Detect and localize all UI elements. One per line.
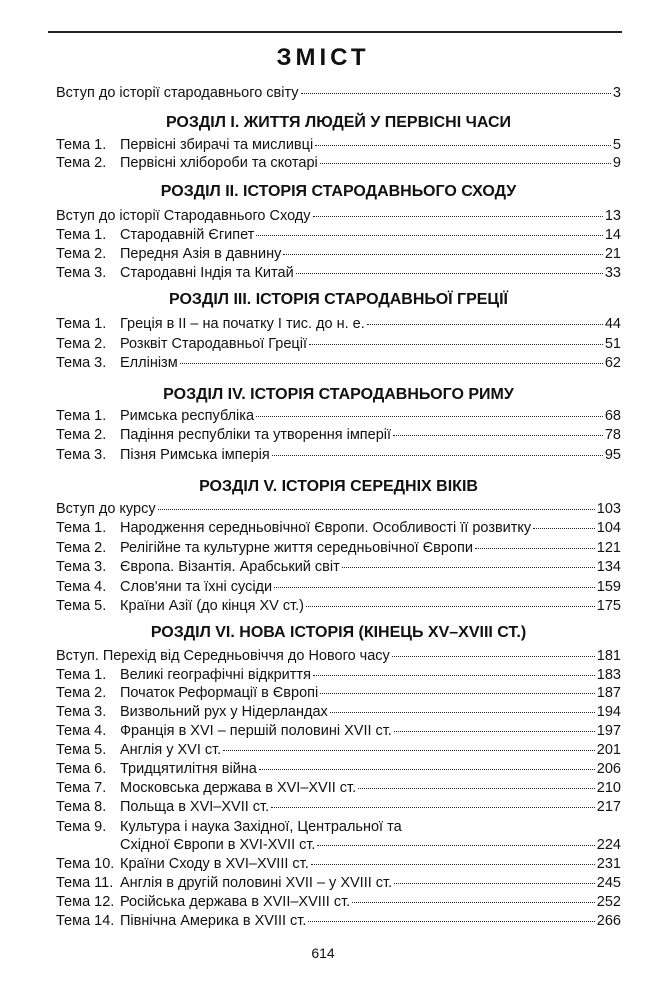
- toc-entry-text: Країни Сходу в XVI–XVIII ст.: [120, 856, 309, 872]
- toc-entry-title: [56, 407, 254, 425]
- toc-entry-number: Тема 4.: [56, 723, 107, 739]
- leader-dots: [394, 731, 595, 732]
- toc-entry-title: [56, 666, 311, 684]
- section-heading: РОЗДІЛ IV. ІСТОРІЯ СТАРОДАВНЬОГО РИМУ: [163, 386, 514, 403]
- toc-entry-number: Тема 6.: [56, 761, 107, 777]
- toc-entry-text: Європа. Візантія. Арабський світ: [120, 559, 340, 575]
- toc-entry-text: Північна Америка в XVIII ст.: [120, 913, 307, 929]
- toc-entry-number: Тема 8.: [56, 799, 107, 815]
- toc-entry[interactable]: [56, 315, 621, 333]
- leader-dots: [309, 344, 603, 345]
- toc-entry-text: Римська республіка: [120, 408, 255, 424]
- toc-entry-number: Тема 1.: [56, 667, 107, 683]
- toc-entry-text: Вступ до курсу: [56, 501, 156, 517]
- toc-entry-page: 13: [604, 208, 621, 224]
- toc-entry-title: [56, 500, 156, 518]
- toc-entry-title: [56, 760, 257, 778]
- toc-entry-text: Первісні збирачі та мисливці: [120, 137, 314, 153]
- leader-dots: [272, 455, 603, 456]
- toc-entry[interactable]: [56, 578, 621, 596]
- toc-entry-number: Тема 10.: [56, 856, 115, 872]
- toc-entry-text: Англія в другій половині XVII – у XVIII ст.: [120, 875, 393, 891]
- toc-entry-number: Тема 12.: [56, 894, 115, 910]
- toc-entry-title: [56, 912, 306, 930]
- toc-entry-title: [56, 426, 391, 444]
- toc-entry-number: Тема 3.: [56, 559, 107, 575]
- toc-entry-title: [56, 226, 254, 244]
- toc-entry-text: Розквіт Стародавньої Греції: [120, 336, 307, 352]
- toc-entry-title: [56, 684, 318, 702]
- toc-entry[interactable]: [56, 741, 621, 759]
- toc-entry-text: Релігійне та культурне життя середньовічної Європи: [120, 540, 473, 556]
- toc-entry-page: 252: [596, 894, 621, 910]
- toc-entry-text: Франція в XVI – першій половині XVII ст.: [120, 723, 392, 739]
- toc-entry-text: Пізня Римська імперія: [120, 447, 270, 463]
- toc-entry-text: Падіння республіки та утворення імперії: [120, 427, 392, 443]
- page-number: 614: [311, 945, 335, 961]
- toc-entry-text: Московська держава в XVI–XVII ст.: [120, 780, 357, 796]
- toc-entry[interactable]: [56, 893, 621, 911]
- toc-entry-title: [56, 874, 392, 892]
- toc-entry-text: Культура і наука Західної, Центральної та: [120, 819, 402, 835]
- toc-entry-title: [56, 703, 328, 721]
- leader-dots: [259, 769, 595, 770]
- toc-entry-title: [56, 154, 318, 172]
- toc-entry-title: [56, 647, 390, 665]
- toc-entry-title: [56, 855, 309, 873]
- toc-entry[interactable]: [56, 426, 621, 444]
- toc-entry-number: Тема 2.: [56, 540, 107, 556]
- toc-entry-number: Тема 2.: [56, 246, 107, 262]
- toc-entry-title: [56, 893, 350, 911]
- leader-dots: [393, 435, 603, 436]
- toc-entry[interactable]: [56, 207, 621, 225]
- toc-entry-title: [56, 207, 311, 225]
- leader-dots: [330, 712, 595, 713]
- page-title: ЗМІСТ: [276, 44, 370, 71]
- toc-entry-number: Тема 1.: [56, 408, 107, 424]
- toc-entry-title: [56, 558, 340, 576]
- leader-dots: [158, 509, 595, 510]
- toc-entry-text: Початок Реформації в Європі: [120, 685, 319, 701]
- toc-entry-text: Вступ. Перехід від Середньовіччя до Нового часу: [56, 648, 390, 664]
- toc-entry-title: [56, 446, 270, 464]
- toc-entry[interactable]: [56, 226, 621, 244]
- toc-entry-number: Тема 2.: [56, 336, 107, 352]
- toc-entry-number: Тема 2.: [56, 685, 107, 701]
- toc-entry-page: 187: [596, 685, 621, 701]
- toc-entry-text: Англія у XVI ст.: [120, 742, 222, 758]
- leader-dots: [306, 606, 595, 607]
- toc-entry[interactable]: [56, 558, 621, 576]
- toc-entry-page: 201: [596, 742, 621, 758]
- toc-entry[interactable]: [56, 519, 621, 537]
- toc-entry-text: Великі географічні відкриття: [120, 667, 311, 683]
- toc-entry[interactable]: [56, 407, 621, 425]
- toc-entry-text: Стародавній Єгипет: [120, 227, 255, 243]
- toc-entry-number: Тема 4.: [56, 579, 107, 595]
- toc-entry-number: Тема 14.: [56, 913, 115, 929]
- toc-entry[interactable]: [56, 874, 621, 892]
- toc-entry-number: Тема 3.: [56, 704, 107, 720]
- toc-entry-page: 68: [604, 408, 621, 424]
- toc-entry-title: [56, 519, 531, 537]
- toc-entry-title: [56, 539, 473, 557]
- toc-entry-intro[interactable]: [56, 84, 621, 102]
- leader-dots: [313, 216, 603, 217]
- leader-dots: [358, 788, 595, 789]
- toc-entry[interactable]: [56, 722, 621, 740]
- toc-entry[interactable]: [56, 335, 621, 353]
- leader-dots: [342, 567, 595, 568]
- toc-entry[interactable]: [56, 354, 621, 372]
- toc-entry-number: Тема 3.: [56, 447, 107, 463]
- leader-dots: [301, 93, 611, 94]
- toc-entry-number: Тема 2.: [56, 427, 107, 443]
- toc-entry-page: 224: [596, 837, 621, 853]
- toc-entry-text-continued: Східної Європи в XVI-XVII ст.: [120, 837, 316, 853]
- toc-entry[interactable]: [56, 539, 621, 557]
- toc-entry[interactable]: [56, 684, 621, 702]
- toc-entry-number: Тема 1.: [56, 227, 107, 243]
- toc-entry-title: [56, 264, 294, 282]
- toc-entry-text: Народження середньовічної Європи. Особливості її розвитку: [120, 520, 532, 536]
- toc-entry-page: 3: [612, 85, 621, 101]
- toc-entry-page: 95: [604, 447, 621, 463]
- leader-dots: [394, 883, 595, 884]
- toc-entry-title: [56, 245, 281, 263]
- leader-dots: [533, 528, 595, 529]
- toc-entry[interactable]: [56, 500, 621, 518]
- toc-entry-title: [56, 136, 313, 154]
- toc-entry-text: Еллінізм: [120, 355, 178, 371]
- leader-dots: [283, 254, 602, 255]
- toc-entry-text: Тридцятилітня війна: [120, 761, 257, 777]
- toc-entry-number: Тема 1.: [56, 316, 107, 332]
- toc-entry-page: 183: [596, 667, 621, 683]
- leader-dots: [475, 548, 595, 549]
- toc-entry-page: 5: [612, 137, 621, 153]
- toc-entry-page: 134: [596, 559, 621, 575]
- toc-entry-text: Вступ до історії Стародавнього Сходу: [56, 208, 311, 224]
- leader-dots: [256, 235, 603, 236]
- toc-entry-text: Визвольний рух у Нідерландах: [120, 704, 328, 720]
- toc-entry-text: Стародавні Індія та Китай: [120, 265, 294, 281]
- toc-entry[interactable]: [56, 703, 621, 721]
- leader-dots: [256, 416, 603, 417]
- toc-entry-text: Вступ до історії стародавнього світу: [56, 85, 299, 101]
- leader-dots: [315, 145, 611, 146]
- toc-entry-number: Тема 3.: [56, 265, 107, 281]
- toc-entry-page: 206: [596, 761, 621, 777]
- toc-entry[interactable]: [56, 779, 621, 797]
- toc-entry-page: 159: [596, 579, 621, 595]
- section-heading: РОЗДІЛ ІІ. ІСТОРІЯ СТАРОДАВНЬОГО СХОДУ: [160, 183, 517, 200]
- leader-dots: [308, 921, 594, 922]
- toc-entry[interactable]: [56, 818, 621, 854]
- toc-entry-text: Передня Азія в давнину: [120, 246, 282, 262]
- toc-entry-page: 103: [596, 501, 621, 517]
- toc-entry-number: Тема 5.: [56, 742, 107, 758]
- toc-entry-page: 194: [596, 704, 621, 720]
- toc-entry[interactable]: [56, 912, 621, 930]
- toc-entry-title: [56, 578, 272, 596]
- toc-entry-number: Тема 3.: [56, 355, 107, 371]
- toc-entry-page: 78: [604, 427, 621, 443]
- toc-entry-text: Країни Азії (до кінця XV ст.): [120, 598, 304, 614]
- leader-dots: [313, 675, 595, 676]
- toc-entry-title: [56, 779, 356, 797]
- leader-dots: [352, 902, 595, 903]
- section-heading: РОЗДІЛ ІІІ. ІСТОРІЯ СТАРОДАВНЬОЇ ГРЕЦІЇ: [169, 291, 508, 308]
- toc-entry-text: Слов'яни та їхні сусіди: [120, 579, 273, 595]
- toc-entry-page: 266: [596, 913, 621, 929]
- toc-entry-page: 14: [604, 227, 621, 243]
- toc-entry-number: Тема 9.: [56, 819, 107, 835]
- toc-entry-number: Тема 1.: [56, 137, 107, 153]
- toc-entry-page: 121: [596, 540, 621, 556]
- toc-entry-number: Тема 5.: [56, 598, 107, 614]
- leader-dots: [392, 656, 595, 657]
- toc-entry-page: 44: [604, 316, 621, 332]
- toc-entry[interactable]: [56, 798, 621, 816]
- toc-entry-text: Греція в ІІ – на початку І тис. до н. е.: [120, 316, 365, 332]
- toc-entry[interactable]: [56, 647, 621, 665]
- toc-entry-page: 245: [596, 875, 621, 891]
- leader-dots: [320, 693, 595, 694]
- leader-dots: [274, 587, 595, 588]
- toc-entry-page: 197: [596, 723, 621, 739]
- toc-entry-page: 231: [596, 856, 621, 872]
- toc-entry-text: Первісні хлібороби та скотарі: [120, 155, 318, 171]
- toc-entry-number: Тема 2.: [56, 155, 107, 171]
- toc-entry[interactable]: [56, 666, 621, 684]
- toc-entry[interactable]: [56, 245, 621, 263]
- toc-entry[interactable]: [56, 264, 621, 282]
- toc-entry-title: [56, 315, 365, 333]
- leader-dots: [271, 807, 595, 808]
- toc-entry-page: 9: [612, 155, 621, 171]
- toc-entry-number: Тема 7.: [56, 780, 107, 796]
- section-heading: РОЗДІЛ V. ІСТОРІЯ СЕРЕДНІХ ВІКІВ: [199, 478, 478, 495]
- toc-entry[interactable]: [56, 855, 621, 873]
- leader-dots: [180, 363, 603, 364]
- toc-entry-page: 217: [596, 799, 621, 815]
- toc-entry-page: 51: [604, 336, 621, 352]
- leader-dots: [317, 845, 594, 846]
- leader-dots: [223, 750, 595, 751]
- toc-entry-title: [56, 597, 304, 615]
- toc-entry-page: 210: [596, 780, 621, 796]
- toc-entry-page: 62: [604, 355, 621, 371]
- leader-dots: [320, 163, 611, 164]
- toc-entry-title: [56, 354, 178, 372]
- toc-entry-page: 21: [604, 246, 621, 262]
- toc-entry-page: 104: [596, 520, 621, 536]
- toc-entry[interactable]: [56, 154, 621, 172]
- leader-dots: [296, 273, 603, 274]
- toc-entry-number: Тема 1.: [56, 520, 107, 536]
- toc-entry-number: Тема 11.: [56, 875, 114, 891]
- toc-entry[interactable]: [56, 136, 621, 154]
- toc-entry-page: 33: [604, 265, 621, 281]
- toc-entry[interactable]: [56, 446, 621, 464]
- toc-entry-text: Польща в XVI–XVII ст.: [120, 799, 270, 815]
- section-heading: РОЗДІЛ І. ЖИТТЯ ЛЮДЕЙ У ПЕРВІСНІ ЧАСИ: [165, 114, 512, 131]
- toc-entry-text: Російська держава в XVII–XVIII ст.: [120, 894, 351, 910]
- toc-entry-page: 181: [596, 648, 621, 664]
- leader-dots: [311, 864, 595, 865]
- toc-entry-page: 175: [596, 598, 621, 614]
- toc-entry[interactable]: [56, 760, 621, 778]
- top-rule: [48, 31, 622, 33]
- leader-dots: [367, 324, 603, 325]
- toc-entry-title: [56, 741, 221, 759]
- toc-entry-title: [56, 722, 392, 740]
- toc-entry-title: [56, 798, 269, 816]
- toc-entry-title: [56, 335, 307, 353]
- toc-entry[interactable]: [56, 597, 621, 615]
- section-heading: РОЗДІЛ VI. НОВА ІСТОРІЯ (КІНЕЦЬ XV–XVIII СТ.): [150, 624, 527, 641]
